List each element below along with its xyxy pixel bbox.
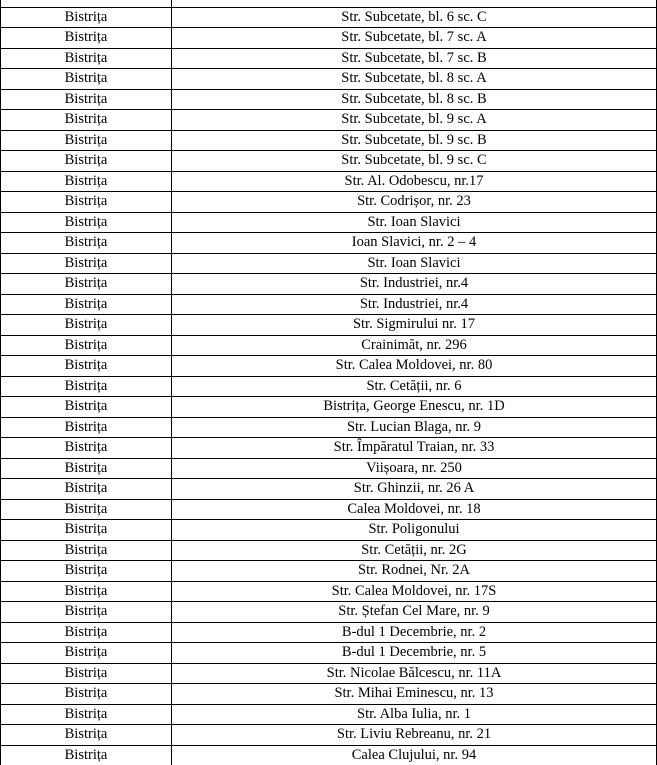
table-row	[1, 520, 657, 541]
address-cell: Str. Al. Odobescu, nr.17	[172, 171, 657, 192]
city-cell: Bistrița	[1, 602, 172, 623]
city-cell: Bistrița	[1, 417, 172, 438]
table-row	[1, 438, 657, 459]
city-cell: Bistrița	[1, 704, 172, 725]
address-cell: Str. Sigmirului nr. 17	[172, 315, 657, 336]
address-cell: Calea Clujului, nr. 94	[172, 745, 657, 765]
address-cell: Str. Ioan Slavici	[172, 253, 657, 274]
city-cell: Bistrița	[1, 581, 172, 602]
address-cell: Str. Calea Moldovei, nr. 80	[172, 356, 657, 377]
table-row	[1, 725, 657, 746]
table-row	[1, 130, 657, 151]
city-cell: Bistrița	[1, 663, 172, 684]
city-cell: Bistrița	[1, 397, 172, 418]
city-cell: Bistrița	[1, 274, 172, 295]
address-cell: Str. Subcetate, bl. 9 sc. B	[172, 130, 657, 151]
city-cell: Bistrița	[1, 499, 172, 520]
city-cell: Bistrița	[1, 335, 172, 356]
city-cell: Bistrița	[1, 356, 172, 377]
table-row	[1, 643, 657, 664]
address-cell: Str. Ioan Slavici	[172, 212, 657, 233]
address-cell: Str. Lucian Blaga, nr. 9	[172, 417, 657, 438]
city-cell: Bistrița	[1, 253, 172, 274]
address-cell: Calea Moldovei, nr. 18	[172, 499, 657, 520]
address-cell: Str. Împăratul Traian, nr. 33	[172, 438, 657, 459]
city-cell: Bistrița	[1, 69, 172, 90]
address-cell: Str. Subcetate, bl. 9 sc. C	[172, 151, 657, 172]
city-cell: Bistrița	[1, 192, 172, 213]
table-row	[1, 89, 657, 110]
address-cell: Str. Subcetate, bl. 8 sc. B	[172, 89, 657, 110]
address-cell: Str. Subcetate, bl. 8 sc. A	[172, 69, 657, 90]
table-row	[1, 315, 657, 336]
table-row	[1, 561, 657, 582]
city-cell: Bistrița	[1, 28, 172, 49]
city-cell: Bistrița	[1, 520, 172, 541]
table-row	[1, 171, 657, 192]
city-cell: Bistrița	[1, 294, 172, 315]
address-cell: Bistrița, George Enescu, nr. 1D	[172, 397, 657, 418]
table-row	[1, 540, 657, 561]
city-cell: Bistrița	[1, 233, 172, 254]
address-cell: B-dul 1 Decembrie, nr. 2	[172, 622, 657, 643]
address-cell: Str. Industriei, nr.4	[172, 274, 657, 295]
table-row	[1, 212, 657, 233]
table-row	[1, 602, 657, 623]
city-cell: Bistrița	[1, 151, 172, 172]
table-row	[1, 28, 657, 49]
table-row	[1, 684, 657, 705]
city-cell: Bistrița	[1, 89, 172, 110]
address-cell: Str. Nicolae Bălcescu, nr. 11A	[172, 663, 657, 684]
address-cell: Str. Industriei, nr.4	[172, 294, 657, 315]
table-row	[1, 417, 657, 438]
city-cell: Bistrița	[1, 376, 172, 397]
address-cell: Str. Ghinzii, nr. 26 A	[172, 479, 657, 500]
table-row	[1, 376, 657, 397]
address-cell: Str. Liviu Rebreanu, nr. 21	[172, 725, 657, 746]
address-cell: Str. Subcetate, bl. 6 sc. C	[172, 7, 657, 28]
address-table-body	[1, 0, 657, 765]
address-cell: Str. Cetății, nr. 2G	[172, 540, 657, 561]
city-cell: Bistrița	[1, 745, 172, 765]
city-cell: Bistrița	[1, 479, 172, 500]
address-cell: Str. Ștefan Cel Mare, nr. 9	[172, 602, 657, 623]
address-cell	[172, 0, 657, 7]
table-row	[1, 0, 657, 7]
city-cell: Bistrița	[1, 684, 172, 705]
address-cell: B-dul 1 Decembrie, nr. 5	[172, 643, 657, 664]
table-row	[1, 48, 657, 69]
table-row	[1, 356, 657, 377]
address-cell: Str. Cetății, nr. 6	[172, 376, 657, 397]
city-cell: Bistrița	[1, 725, 172, 746]
table-row	[1, 69, 657, 90]
address-cell: Str. Subcetate, bl. 7 sc. B	[172, 48, 657, 69]
city-cell: Bistrița	[1, 171, 172, 192]
city-cell	[1, 0, 172, 7]
table-row	[1, 335, 657, 356]
table-row	[1, 274, 657, 295]
city-cell: Bistrița	[1, 540, 172, 561]
city-cell: Bistrița	[1, 110, 172, 131]
address-cell: Str. Subcetate, bl. 7 sc. A	[172, 28, 657, 49]
table-row	[1, 7, 657, 28]
table-row	[1, 745, 657, 765]
table-row	[1, 192, 657, 213]
city-cell: Bistrița	[1, 7, 172, 28]
city-cell: Bistrița	[1, 438, 172, 459]
table-row	[1, 479, 657, 500]
city-cell: Bistrița	[1, 643, 172, 664]
table-row	[1, 233, 657, 254]
address-cell: Str. Calea Moldovei, nr. 17S	[172, 581, 657, 602]
city-cell: Bistrița	[1, 315, 172, 336]
address-cell: Str. Alba Iulia, nr. 1	[172, 704, 657, 725]
city-cell: Bistrița	[1, 212, 172, 233]
table-row	[1, 294, 657, 315]
city-cell: Bistrița	[1, 561, 172, 582]
address-cell: Str. Mihai Eminescu, nr. 13	[172, 684, 657, 705]
table-row	[1, 110, 657, 131]
address-cell: Ioan Slavici, nr. 2 – 4	[172, 233, 657, 254]
table-row	[1, 704, 657, 725]
city-cell: Bistrița	[1, 48, 172, 69]
table-row	[1, 397, 657, 418]
address-cell: Str. Rodnei, Nr. 2A	[172, 561, 657, 582]
table-row	[1, 499, 657, 520]
city-cell: Bistrița	[1, 458, 172, 479]
table-row	[1, 663, 657, 684]
table-row	[1, 581, 657, 602]
table-row	[1, 151, 657, 172]
address-cell: Viișoara, nr. 250	[172, 458, 657, 479]
table-row	[1, 253, 657, 274]
address-cell: Str. Poligonului	[172, 520, 657, 541]
city-cell: Bistrița	[1, 130, 172, 151]
city-cell: Bistrița	[1, 622, 172, 643]
table-row	[1, 458, 657, 479]
address-cell: Str. Codrișor, nr. 23	[172, 192, 657, 213]
address-cell: Crainimăt, nr. 296	[172, 335, 657, 356]
address-cell: Str. Subcetate, bl. 9 sc. A	[172, 110, 657, 131]
table-row	[1, 622, 657, 643]
